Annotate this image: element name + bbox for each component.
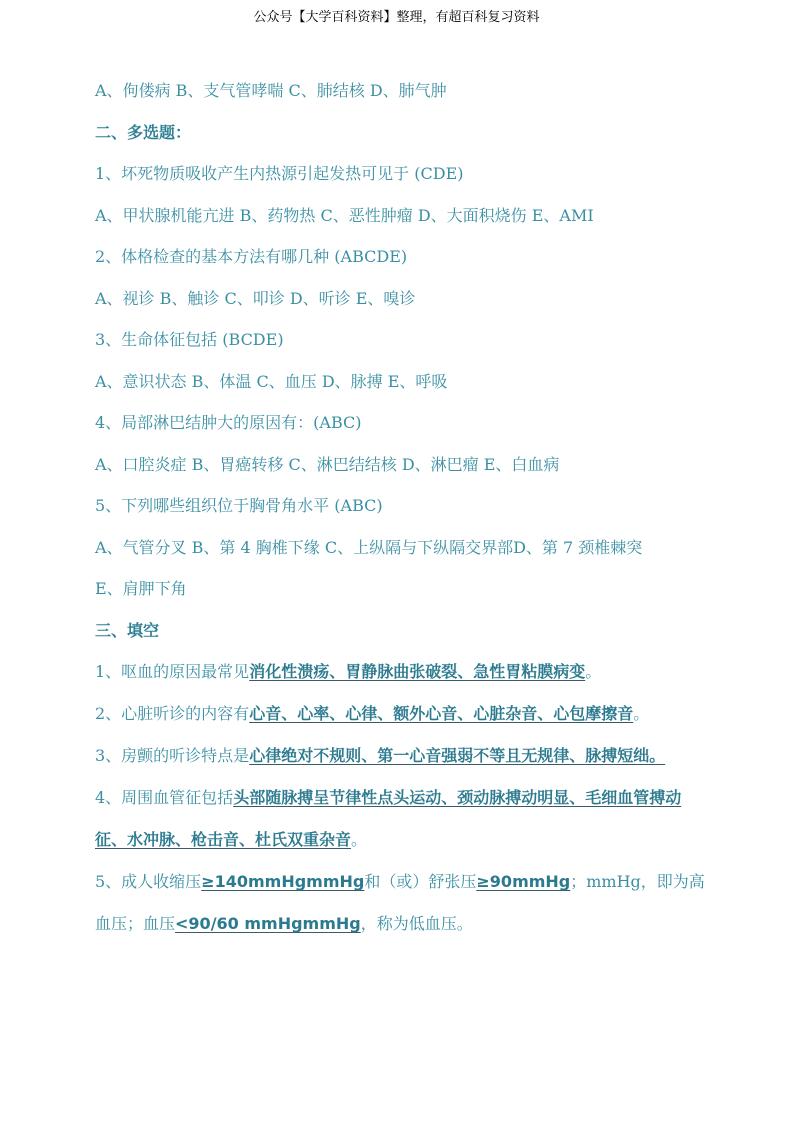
fill-prompt: 3、房颤的听诊特点是 [95,746,250,765]
fill-text: 和（或）舒张压 [364,872,477,891]
fill-end: ，称为低血压。 [360,914,473,933]
question-3: 3、生命体征包括 (BCDE) [95,330,284,349]
fill-prompt: 2、心脏听诊的内容有 [95,704,250,723]
fill-answer: 心音、心率、心律、额外心音、心脏杂音、心包摩擦音 [249,704,634,723]
options-5a: A、气管分叉 B、第 4 胸椎下缘 C、上纵隔与下纵隔交界部D、第 7 颈椎棘突 [95,537,643,557]
options-5b: E、肩胛下角 [95,579,187,598]
question-1: 1、坏死物质吸收产生内热源引起发热可见于 (CDE) [95,164,464,183]
options-4: A、口腔炎症 B、胃癌转移 C、淋巴结结核 D、淋巴瘤 E、白血病 [95,454,560,474]
question-2: 2、体格检查的基本方法有哪几种 (ABCDE) [95,247,408,266]
fill-end: 。 [351,830,368,849]
page-header: 公众号【大学百科资料】整理，有超百科复习资料 [253,10,540,25]
fill-answer-systolic: ≥140mmHgmmHg [201,872,365,891]
question-5: 5、下列哪些组织位于胸骨角水平 (ABC) [95,496,383,515]
fill-answer: 消化性溃疡、胃静脉曲张破裂、急性胃粘膜病变 [249,662,586,681]
fill-answer: 头部随脉搏呈节律性点头运动、颈动脉搏动明显、毛细血管搏动征、水冲脉、枪击音、杜氏双重杂音 [95,788,682,849]
fill-question-5 [95,861,710,945]
fill-answer-low: <90/60 mmHgmmHg [175,914,361,933]
question-4: 4、局部淋巴结肿大的原因有：(ABC) [95,413,362,432]
fill-prompt: 5、成人收缩压 [95,872,202,891]
fill-answer-diastolic: ≥90mmHg [476,872,571,891]
options-1: A、甲状腺机能亢进 B、药物热 C、恶性肿瘤 D、大面积烧伤 E、AMI [95,205,594,225]
fill-end: 。 [633,704,650,723]
options-2: A、视诊 B、触诊 C、叩诊 D、听诊 E、嗅诊 [95,288,416,308]
fill-text: ；mmHg，即为高血压；血压 [95,872,705,933]
fill-question-2 [95,693,710,735]
fill-prompt: 1、呕血的原因最常见 [95,662,250,681]
fill-question-3 [95,735,710,777]
section-heading-multiple-choice: 二、多选题： [95,122,192,142]
fill-question-1 [95,651,710,693]
document-body [95,70,710,945]
fill-prompt: 4、周围血管征包括 [95,788,234,807]
fill-answer: 心律绝对不规则、第一心音强弱不等且无规律、脉搏短绌。 [249,746,666,765]
section-heading-fill-in: 三、填空 [95,620,160,640]
fill-question-4 [95,777,710,861]
option-line: A、佝偻病 B、支气管哮喘 C、肺结核 D、肺气肿 [95,81,447,100]
options-3: A、意识状态 B、体温 C、血压 D、脉搏 E、呼吸 [95,371,448,391]
fill-end: 。 [585,662,602,681]
